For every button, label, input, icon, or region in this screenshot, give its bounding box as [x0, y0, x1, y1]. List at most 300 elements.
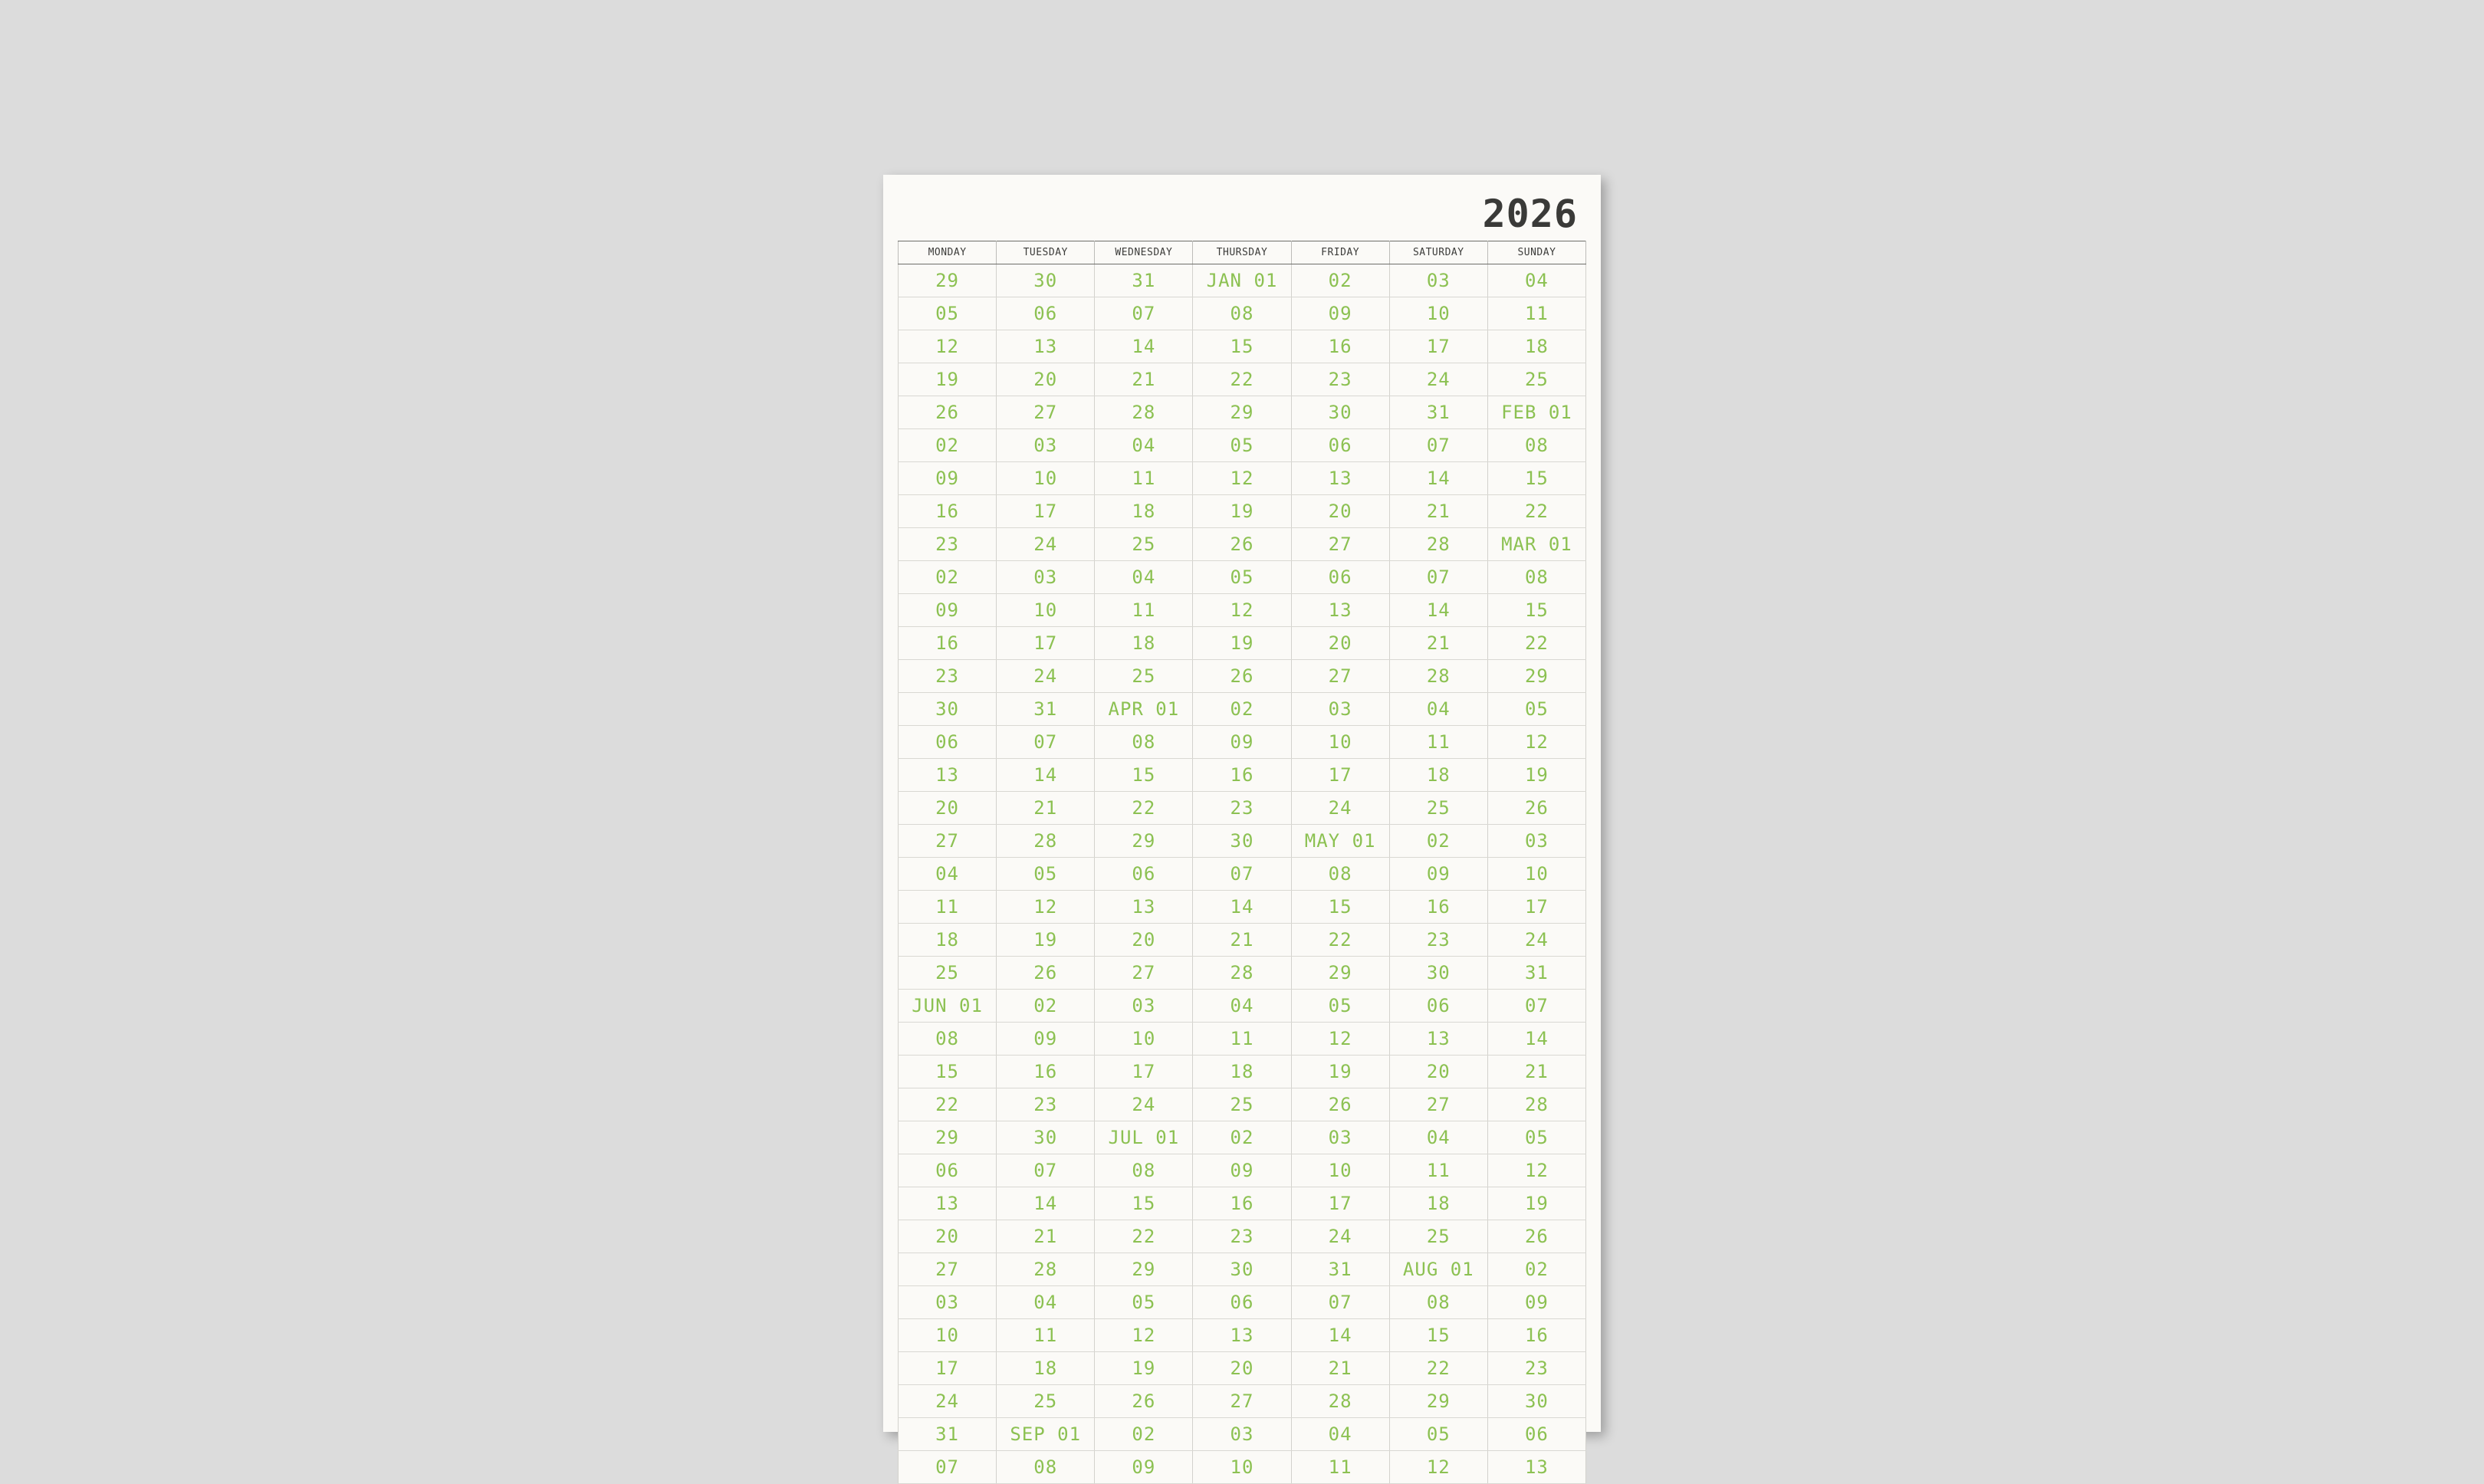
calendar-week-row — [899, 528, 1586, 561]
calendar-week-row — [899, 429, 1586, 462]
calendar-day-cell[interactable]: 18 — [1095, 495, 1193, 528]
calendar-day-cell[interactable]: 10 — [1095, 1023, 1193, 1056]
calendar-day-cell[interactable]: 31 — [1095, 264, 1193, 297]
calendar-day-cell[interactable]: 15 — [1193, 330, 1291, 363]
calendar-day-cell[interactable]: 05 — [1193, 429, 1291, 462]
calendar-day-cell[interactable]: 14 — [1095, 330, 1193, 363]
calendar-day-cell[interactable]: 08 — [1095, 726, 1193, 759]
calendar-day-cell[interactable]: 17 — [1095, 1056, 1193, 1088]
calendar-day-cell[interactable]: 09 — [899, 462, 997, 495]
calendar-day-cell[interactable]: 23 — [1389, 924, 1487, 957]
calendar-day-cell[interactable]: 11 — [997, 1319, 1095, 1352]
calendar-day-cell[interactable]: 07 — [1291, 1286, 1389, 1319]
calendar-day-cell[interactable]: 02 — [899, 561, 997, 594]
calendar-page — [883, 175, 1601, 1478]
calendar-day-cell[interactable]: 03 — [997, 429, 1095, 462]
calendar-day-cell[interactable]: 21 — [1389, 495, 1487, 528]
weekday-header-friday: FRIDAY — [1291, 241, 1389, 264]
calendar-day-cell[interactable]: 29 — [1095, 1253, 1193, 1286]
calendar-day-cell[interactable]: 07 — [997, 1154, 1095, 1187]
calendar-day-cell[interactable]: 15 — [1389, 1319, 1487, 1352]
calendar-day-cell[interactable]: 15 — [1487, 462, 1585, 495]
calendar-day-cell[interactable]: 12 — [899, 330, 997, 363]
calendar-day-cell[interactable]: 13 — [899, 759, 997, 792]
calendar-day-cell[interactable]: 21 — [997, 792, 1095, 825]
weekday-header-row — [899, 241, 1586, 264]
calendar-day-cell[interactable]: 06 — [1095, 858, 1193, 891]
calendar-week-row — [899, 1154, 1586, 1187]
calendar-day-cell[interactable]: 27 — [1291, 528, 1389, 561]
calendar-day-cell[interactable]: 20 — [899, 1220, 997, 1253]
calendar-day-cell[interactable]: MAY 01 — [1291, 825, 1389, 858]
calendar-day-cell[interactable]: 22 — [1095, 1220, 1193, 1253]
calendar-week-row — [899, 1253, 1586, 1286]
calendar-day-cell[interactable]: 16 — [997, 1056, 1095, 1088]
calendar-day-cell[interactable]: 04 — [997, 1286, 1095, 1319]
calendar-day-cell[interactable]: 04 — [1291, 1418, 1389, 1451]
calendar-day-cell[interactable]: 30 — [1389, 957, 1487, 990]
calendar-day-cell[interactable]: 12 — [1193, 462, 1291, 495]
calendar-week-row — [899, 693, 1586, 726]
calendar-day-cell[interactable]: 21 — [1291, 1352, 1389, 1385]
calendar-day-cell[interactable]: 19 — [1095, 1352, 1193, 1385]
calendar-day-cell[interactable]: 06 — [1291, 429, 1389, 462]
calendar-day-cell[interactable]: 04 — [1389, 1121, 1487, 1154]
calendar-body — [899, 264, 1586, 1484]
calendar-day-cell[interactable]: 28 — [1389, 660, 1487, 693]
calendar-day-cell[interactable]: 14 — [1487, 1023, 1585, 1056]
calendar-day-cell[interactable]: 08 — [1193, 297, 1291, 330]
calendar-week-row — [899, 891, 1586, 924]
calendar-day-cell[interactable]: 19 — [1193, 495, 1291, 528]
page-title: 2026 — [1482, 192, 1578, 236]
calendar-day-cell[interactable]: 22 — [899, 1088, 997, 1121]
calendar-day-cell[interactable]: 04 — [1095, 429, 1193, 462]
calendar-day-cell[interactable]: 18 — [1487, 330, 1585, 363]
calendar-day-cell[interactable]: 28 — [997, 1253, 1095, 1286]
calendar-day-cell[interactable]: 04 — [899, 858, 997, 891]
calendar-day-cell[interactable]: 26 — [1193, 528, 1291, 561]
calendar-day-cell[interactable]: 02 — [997, 990, 1095, 1023]
calendar-day-cell[interactable]: 20 — [1095, 924, 1193, 957]
calendar-day-cell[interactable]: 09 — [899, 594, 997, 627]
calendar-day-cell[interactable]: 06 — [1487, 1418, 1585, 1451]
calendar-week-row — [899, 297, 1586, 330]
calendar-day-cell[interactable]: 28 — [1095, 396, 1193, 429]
calendar-day-cell[interactable]: 29 — [1193, 396, 1291, 429]
calendar-day-cell[interactable]: 25 — [997, 1385, 1095, 1418]
calendar-week-row — [899, 990, 1586, 1023]
calendar-day-cell[interactable]: 23 — [997, 1088, 1095, 1121]
calendar-day-cell[interactable]: 28 — [997, 825, 1095, 858]
calendar-week-row — [899, 1418, 1586, 1451]
calendar-day-cell[interactable]: 08 — [997, 1451, 1095, 1484]
calendar-day-cell[interactable]: 14 — [1291, 1319, 1389, 1352]
calendar-day-cell[interactable]: 05 — [1291, 990, 1389, 1023]
calendar-day-cell[interactable]: 25 — [1095, 528, 1193, 561]
calendar-day-cell[interactable]: 07 — [997, 726, 1095, 759]
calendar-day-cell[interactable]: 11 — [1487, 297, 1585, 330]
calendar-day-cell[interactable]: 17 — [1291, 759, 1389, 792]
calendar-day-cell[interactable]: 22 — [1193, 363, 1291, 396]
calendar-day-cell[interactable]: 13 — [1095, 891, 1193, 924]
calendar-day-cell[interactable]: 09 — [997, 1023, 1095, 1056]
calendar-day-cell[interactable]: 11 — [1095, 462, 1193, 495]
calendar-day-cell[interactable]: 16 — [1487, 1319, 1585, 1352]
calendar-day-cell[interactable]: 10 — [1193, 1451, 1291, 1484]
calendar-day-cell[interactable]: 12 — [1193, 594, 1291, 627]
calendar-day-cell[interactable]: 03 — [1291, 1121, 1389, 1154]
calendar-day-cell[interactable]: 15 — [1095, 1187, 1193, 1220]
calendar-week-row — [899, 1319, 1586, 1352]
calendar-day-cell[interactable]: 04 — [1193, 990, 1291, 1023]
calendar-day-cell[interactable]: 19 — [1487, 1187, 1585, 1220]
calendar-week-row — [899, 1220, 1586, 1253]
calendar-week-row — [899, 396, 1586, 429]
calendar-day-cell[interactable]: 12 — [1095, 1319, 1193, 1352]
calendar-day-cell[interactable]: 07 — [1487, 990, 1585, 1023]
calendar-day-cell[interactable]: 15 — [1487, 594, 1585, 627]
calendar-day-cell[interactable]: 03 — [899, 1286, 997, 1319]
calendar-day-cell[interactable]: 12 — [997, 891, 1095, 924]
calendar-day-cell[interactable]: 28 — [1193, 957, 1291, 990]
calendar-day-cell[interactable]: 26 — [1487, 1220, 1585, 1253]
calendar-day-cell[interactable]: 23 — [899, 660, 997, 693]
calendar-day-cell[interactable]: 04 — [1095, 561, 1193, 594]
calendar-day-cell[interactable]: 21 — [997, 1220, 1095, 1253]
calendar-week-row — [899, 462, 1586, 495]
calendar-day-cell[interactable]: 11 — [1193, 1023, 1291, 1056]
calendar-day-cell[interactable]: 10 — [1389, 297, 1487, 330]
calendar-day-cell[interactable]: 10 — [997, 594, 1095, 627]
calendar-day-cell[interactable]: 24 — [1389, 363, 1487, 396]
calendar-day-cell[interactable]: 03 — [997, 561, 1095, 594]
calendar-day-cell[interactable]: 06 — [1389, 990, 1487, 1023]
calendar-day-cell[interactable]: FEB 01 — [1487, 396, 1585, 429]
calendar-day-cell[interactable]: 08 — [1487, 429, 1585, 462]
calendar-week-row — [899, 1187, 1586, 1220]
calendar-week-row — [899, 330, 1586, 363]
calendar-day-cell[interactable]: 18 — [997, 1352, 1095, 1385]
calendar-day-cell[interactable]: 18 — [1389, 759, 1487, 792]
calendar-day-cell[interactable]: 30 — [1291, 396, 1389, 429]
page-header — [883, 175, 1601, 241]
calendar-day-cell[interactable]: 13 — [1291, 594, 1389, 627]
calendar-day-cell[interactable]: 16 — [1193, 1187, 1291, 1220]
calendar-day-cell[interactable]: 18 — [899, 924, 997, 957]
calendar-day-cell[interactable]: 31 — [1487, 957, 1585, 990]
calendar-day-cell[interactable]: 12 — [1389, 1451, 1487, 1484]
calendar-day-cell[interactable]: SEP 01 — [997, 1418, 1095, 1451]
calendar-day-cell[interactable]: 31 — [1389, 396, 1487, 429]
calendar-day-cell[interactable]: 16 — [899, 495, 997, 528]
calendar-day-cell[interactable]: 25 — [1389, 1220, 1487, 1253]
calendar-week-row — [899, 561, 1586, 594]
calendar-day-cell[interactable]: 30 — [1193, 825, 1291, 858]
calendar-day-cell[interactable]: 29 — [1095, 825, 1193, 858]
calendar-day-cell[interactable]: 28 — [1291, 1385, 1389, 1418]
calendar-week-row — [899, 792, 1586, 825]
calendar-day-cell[interactable]: 27 — [1193, 1385, 1291, 1418]
calendar-day-cell[interactable]: 07 — [1193, 858, 1291, 891]
calendar-day-cell[interactable]: 30 — [1487, 1385, 1585, 1418]
calendar-day-cell[interactable]: 07 — [1389, 561, 1487, 594]
weekday-header-saturday: SATURDAY — [1389, 241, 1487, 264]
calendar-day-cell[interactable]: 23 — [1291, 363, 1389, 396]
calendar-week-row — [899, 660, 1586, 693]
calendar-day-cell[interactable]: 03 — [1095, 990, 1193, 1023]
calendar-day-cell[interactable]: 26 — [997, 957, 1095, 990]
calendar-day-cell[interactable]: 11 — [899, 891, 997, 924]
weekday-header-monday: MONDAY — [899, 241, 997, 264]
calendar-day-cell[interactable]: 24 — [1291, 792, 1389, 825]
calendar-day-cell[interactable]: 05 — [1095, 1286, 1193, 1319]
calendar-day-cell[interactable]: 27 — [1389, 1088, 1487, 1121]
calendar-day-cell[interactable]: 07 — [1389, 429, 1487, 462]
calendar-day-cell[interactable]: 13 — [1487, 1451, 1585, 1484]
calendar-day-cell[interactable]: 21 — [1487, 1056, 1585, 1088]
calendar-day-cell[interactable]: 21 — [1389, 627, 1487, 660]
calendar-day-cell[interactable]: 26 — [899, 396, 997, 429]
calendar-week-row — [899, 1286, 1586, 1319]
calendar-day-cell[interactable]: 15 — [1291, 891, 1389, 924]
calendar-day-cell[interactable]: 12 — [1487, 1154, 1585, 1187]
calendar-day-cell[interactable]: 05 — [899, 297, 997, 330]
calendar-day-cell[interactable]: 28 — [1389, 528, 1487, 561]
calendar-day-cell[interactable]: 25 — [1095, 660, 1193, 693]
calendar-week-row — [899, 264, 1586, 297]
calendar-day-cell[interactable]: 25 — [1389, 792, 1487, 825]
calendar-day-cell[interactable]: 29 — [1389, 1385, 1487, 1418]
calendar-day-cell[interactable]: 14 — [1389, 462, 1487, 495]
calendar-day-cell[interactable]: 17 — [997, 495, 1095, 528]
calendar-day-cell[interactable]: 20 — [1389, 1056, 1487, 1088]
calendar-day-cell[interactable]: 19 — [997, 924, 1095, 957]
calendar-day-cell[interactable]: 04 — [1487, 264, 1585, 297]
calendar-day-cell[interactable]: 05 — [1193, 561, 1291, 594]
calendar-day-cell[interactable]: 02 — [1389, 825, 1487, 858]
calendar-day-cell[interactable]: 16 — [899, 627, 997, 660]
calendar-day-cell[interactable]: 16 — [1193, 759, 1291, 792]
calendar-day-cell[interactable]: 18 — [1193, 1056, 1291, 1088]
calendar-day-cell[interactable]: 16 — [1291, 330, 1389, 363]
calendar-day-cell[interactable]: 08 — [899, 1023, 997, 1056]
weekday-header-sunday: SUNDAY — [1487, 241, 1585, 264]
calendar-day-cell[interactable]: 15 — [899, 1056, 997, 1088]
calendar-day-cell[interactable]: AUG 01 — [1389, 1253, 1487, 1286]
calendar-week-row — [899, 495, 1586, 528]
calendar-week-row — [899, 363, 1586, 396]
calendar-day-cell[interactable]: 11 — [1389, 1154, 1487, 1187]
calendar-day-cell[interactable]: 30 — [1193, 1253, 1291, 1286]
calendar-day-cell[interactable]: 10 — [899, 1319, 997, 1352]
calendar-day-cell[interactable]: 04 — [1389, 693, 1487, 726]
calendar-day-cell[interactable]: 20 — [1291, 627, 1389, 660]
weekday-header-wednesday: WEDNESDAY — [1095, 241, 1193, 264]
calendar-day-cell[interactable]: 09 — [1193, 1154, 1291, 1187]
calendar-day-cell[interactable]: 09 — [1291, 297, 1389, 330]
calendar-day-cell[interactable]: 05 — [1487, 1121, 1585, 1154]
calendar-day-cell[interactable]: 24 — [899, 1385, 997, 1418]
calendar-day-cell[interactable]: 17 — [899, 1352, 997, 1385]
calendar-day-cell[interactable]: JUN 01 — [899, 990, 997, 1023]
calendar-day-cell[interactable]: 16 — [1389, 891, 1487, 924]
calendar-day-cell[interactable]: 17 — [1487, 891, 1585, 924]
calendar-day-cell[interactable]: 22 — [1487, 627, 1585, 660]
calendar-day-cell[interactable]: 24 — [1487, 924, 1585, 957]
calendar-day-cell[interactable]: 27 — [997, 396, 1095, 429]
calendar-day-cell[interactable]: 31 — [899, 1418, 997, 1451]
calendar-day-cell[interactable]: 25 — [1193, 1088, 1291, 1121]
calendar-day-cell[interactable]: 15 — [1095, 759, 1193, 792]
calendar-week-row — [899, 1451, 1586, 1484]
calendar-week-row — [899, 1088, 1586, 1121]
calendar-day-cell[interactable]: 20 — [899, 792, 997, 825]
calendar-day-cell[interactable]: 17 — [997, 627, 1095, 660]
calendar-day-cell[interactable]: MAR 01 — [1487, 528, 1585, 561]
calendar-day-cell[interactable]: 13 — [1291, 462, 1389, 495]
calendar-day-cell[interactable]: 13 — [1193, 1319, 1291, 1352]
calendar-day-cell[interactable]: 08 — [1487, 561, 1585, 594]
calendar-day-cell[interactable]: 12 — [1487, 726, 1585, 759]
calendar-day-cell[interactable]: 06 — [1193, 1286, 1291, 1319]
calendar-day-cell[interactable]: 21 — [1193, 924, 1291, 957]
calendar-day-cell[interactable]: 14 — [1389, 594, 1487, 627]
calendar-day-cell[interactable]: 10 — [997, 462, 1095, 495]
calendar-day-cell[interactable]: 31 — [1291, 1253, 1389, 1286]
calendar-day-cell[interactable]: 13 — [899, 1187, 997, 1220]
calendar-week-row — [899, 858, 1586, 891]
calendar-day-cell[interactable]: 22 — [1389, 1352, 1487, 1385]
calendar-day-cell[interactable]: 10 — [1291, 1154, 1389, 1187]
calendar-day-cell[interactable]: 07 — [899, 1451, 997, 1484]
calendar-day-cell[interactable]: 29 — [899, 1121, 997, 1154]
calendar-day-cell[interactable]: 14 — [997, 759, 1095, 792]
calendar-day-cell[interactable]: 05 — [1389, 1418, 1487, 1451]
calendar-day-cell[interactable]: 06 — [899, 726, 997, 759]
calendar-day-cell[interactable]: 24 — [997, 528, 1095, 561]
calendar-day-cell[interactable]: 19 — [899, 363, 997, 396]
calendar-day-cell[interactable]: 09 — [1487, 1286, 1585, 1319]
calendar-day-cell[interactable]: 30 — [997, 1121, 1095, 1154]
calendar-day-cell[interactable]: 26 — [1193, 660, 1291, 693]
calendar-day-cell[interactable]: 23 — [1487, 1352, 1585, 1385]
calendar-day-cell[interactable]: 21 — [1095, 363, 1193, 396]
calendar-day-cell[interactable]: 28 — [1487, 1088, 1585, 1121]
calendar-day-cell[interactable]: 24 — [1291, 1220, 1389, 1253]
calendar-day-cell[interactable]: 13 — [1389, 1023, 1487, 1056]
calendar-day-cell[interactable]: 17 — [1389, 330, 1487, 363]
calendar-day-cell[interactable]: 11 — [1389, 726, 1487, 759]
calendar-day-cell[interactable]: 20 — [1291, 495, 1389, 528]
calendar-day-cell[interactable]: 11 — [1291, 1451, 1389, 1484]
calendar-day-cell[interactable]: 06 — [997, 297, 1095, 330]
calendar-day-cell[interactable]: 26 — [1291, 1088, 1389, 1121]
calendar-day-cell[interactable]: 27 — [899, 1253, 997, 1286]
calendar-day-cell[interactable]: 23 — [899, 528, 997, 561]
calendar-day-cell[interactable]: 25 — [1487, 363, 1585, 396]
calendar-day-cell[interactable]: APR 01 — [1095, 693, 1193, 726]
calendar-day-cell[interactable]: 03 — [1389, 264, 1487, 297]
calendar-day-cell[interactable]: 03 — [1291, 693, 1389, 726]
calendar-day-cell[interactable]: 02 — [1487, 1253, 1585, 1286]
calendar-day-cell[interactable]: 23 — [1193, 792, 1291, 825]
calendar-day-cell[interactable]: 17 — [1291, 1187, 1389, 1220]
calendar-day-cell[interactable]: 31 — [997, 693, 1095, 726]
calendar-day-cell[interactable]: 03 — [1487, 825, 1585, 858]
calendar-week-row — [899, 957, 1586, 990]
calendar-day-cell[interactable]: 22 — [1487, 495, 1585, 528]
calendar-day-cell[interactable]: 02 — [899, 429, 997, 462]
calendar-day-cell[interactable]: 29 — [1487, 660, 1585, 693]
calendar-day-cell[interactable]: 20 — [1193, 1352, 1291, 1385]
calendar-day-cell[interactable]: 06 — [1291, 561, 1389, 594]
calendar-day-cell[interactable]: 09 — [1095, 1451, 1193, 1484]
calendar-day-cell[interactable]: 24 — [997, 660, 1095, 693]
calendar-day-cell[interactable]: 25 — [899, 957, 997, 990]
calendar-day-cell[interactable]: 11 — [1095, 594, 1193, 627]
calendar-week-row — [899, 726, 1586, 759]
calendar-day-cell[interactable]: 22 — [1291, 924, 1389, 957]
calendar-day-cell[interactable]: 06 — [899, 1154, 997, 1187]
calendar-day-cell[interactable]: 08 — [1291, 858, 1389, 891]
calendar-day-cell[interactable]: 08 — [1389, 1286, 1487, 1319]
calendar-day-cell[interactable]: JAN 01 — [1193, 264, 1291, 297]
calendar-day-cell[interactable]: 14 — [997, 1187, 1095, 1220]
calendar-day-cell[interactable]: JUL 01 — [1095, 1121, 1193, 1154]
calendar-day-cell[interactable]: 03 — [1193, 1418, 1291, 1451]
calendar-day-cell[interactable]: 05 — [997, 858, 1095, 891]
calendar-day-cell[interactable]: 02 — [1193, 693, 1291, 726]
calendar-day-cell[interactable]: 29 — [1291, 957, 1389, 990]
calendar-day-cell[interactable]: 18 — [1389, 1187, 1487, 1220]
calendar-day-cell[interactable]: 20 — [997, 363, 1095, 396]
calendar-day-cell[interactable]: 08 — [1095, 1154, 1193, 1187]
calendar-day-cell[interactable]: 14 — [1193, 891, 1291, 924]
calendar-day-cell[interactable]: 10 — [1487, 858, 1585, 891]
calendar-day-cell[interactable]: 27 — [1095, 957, 1193, 990]
calendar-day-cell[interactable]: 02 — [1193, 1121, 1291, 1154]
calendar-day-cell[interactable]: 23 — [1193, 1220, 1291, 1253]
calendar-day-cell[interactable]: 19 — [1487, 759, 1585, 792]
calendar-day-cell[interactable]: 07 — [1095, 297, 1193, 330]
weekday-header-tuesday: TUESDAY — [997, 241, 1095, 264]
calendar-day-cell[interactable]: 19 — [1291, 1056, 1389, 1088]
calendar-day-cell[interactable]: 02 — [1095, 1418, 1193, 1451]
calendar-day-cell[interactable]: 05 — [1487, 693, 1585, 726]
calendar-day-cell[interactable]: 18 — [1095, 627, 1193, 660]
calendar-day-cell[interactable]: 12 — [1291, 1023, 1389, 1056]
calendar-day-cell[interactable]: 02 — [1291, 264, 1389, 297]
calendar-day-cell[interactable]: 29 — [899, 264, 997, 297]
calendar-day-cell[interactable]: 27 — [1291, 660, 1389, 693]
calendar-day-cell[interactable]: 09 — [1193, 726, 1291, 759]
calendar-day-cell[interactable]: 19 — [1193, 627, 1291, 660]
calendar-week-row — [899, 594, 1586, 627]
calendar-week-row — [899, 1121, 1586, 1154]
calendar-week-row — [899, 759, 1586, 792]
calendar-day-cell[interactable]: 13 — [997, 330, 1095, 363]
calendar-day-cell[interactable]: 30 — [899, 693, 997, 726]
calendar-day-cell[interactable]: 27 — [899, 825, 997, 858]
calendar-day-cell[interactable]: 22 — [1095, 792, 1193, 825]
calendar-day-cell[interactable]: 24 — [1095, 1088, 1193, 1121]
calendar-day-cell[interactable]: 30 — [997, 264, 1095, 297]
calendar-day-cell[interactable]: 09 — [1389, 858, 1487, 891]
calendar-day-cell[interactable]: 26 — [1095, 1385, 1193, 1418]
calendar-day-cell[interactable]: 10 — [1291, 726, 1389, 759]
calendar-day-cell[interactable]: 26 — [1487, 792, 1585, 825]
